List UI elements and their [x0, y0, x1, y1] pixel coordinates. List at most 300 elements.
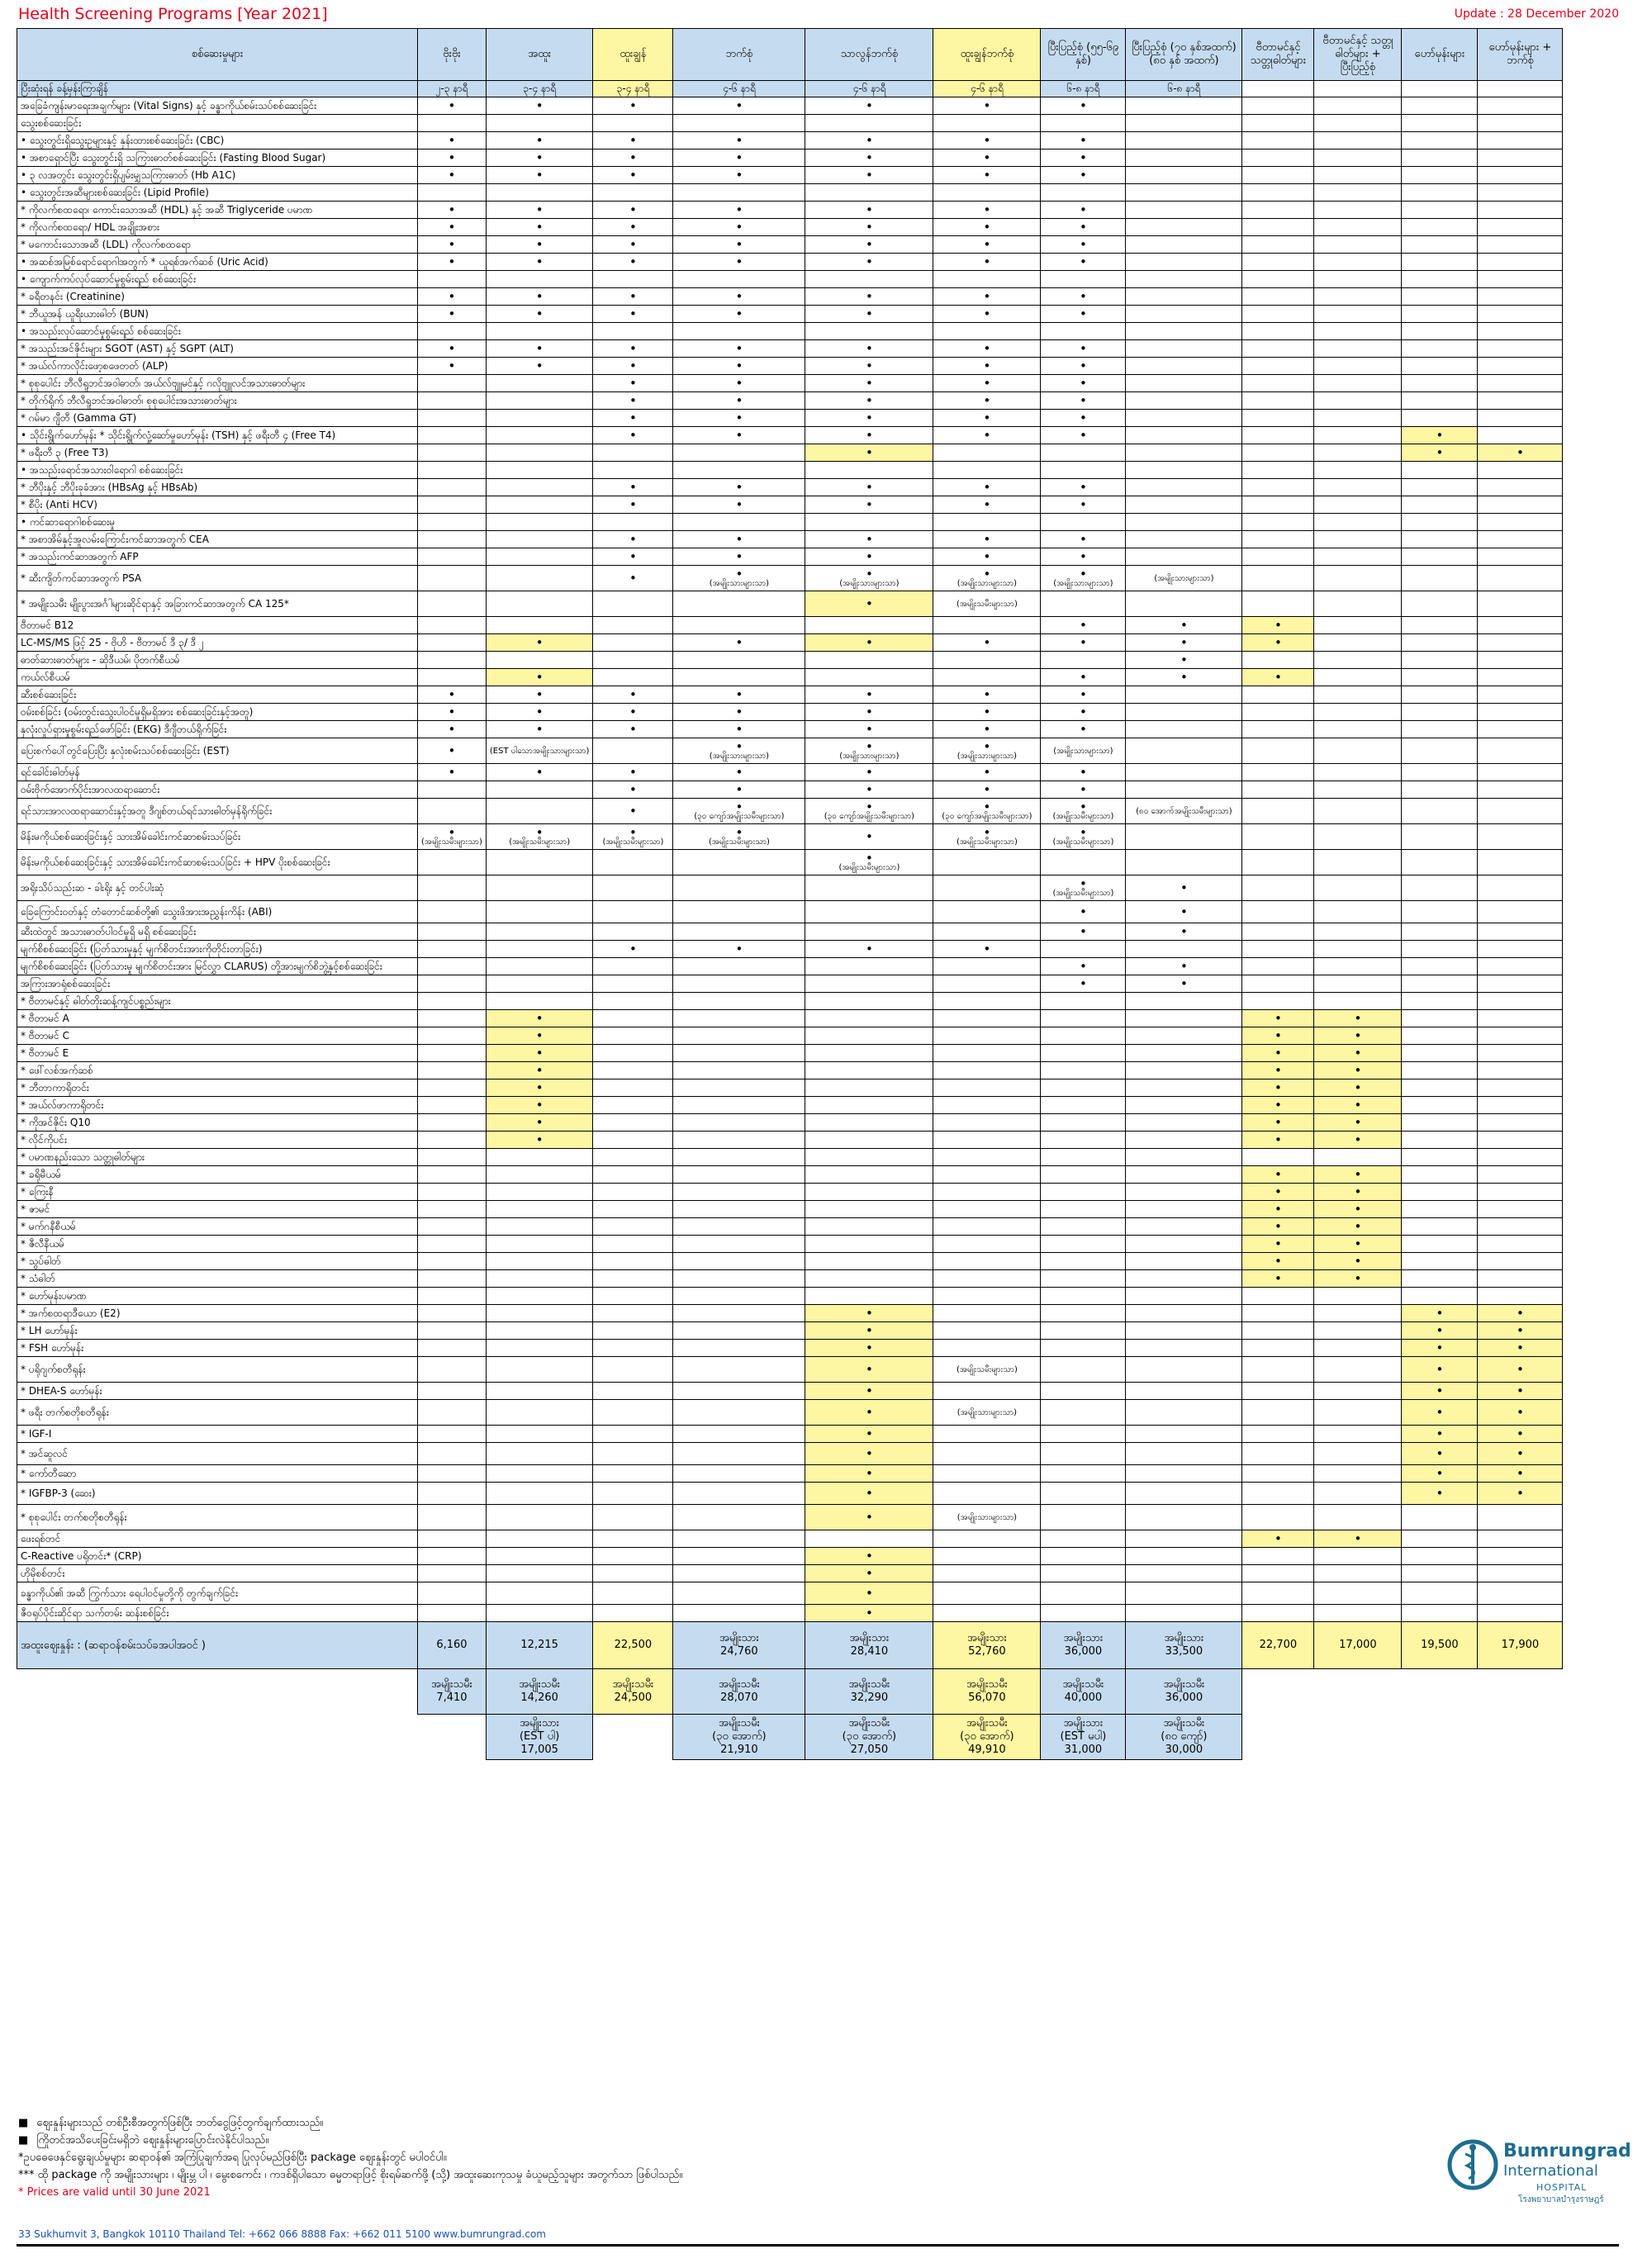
check-cell: [1242, 375, 1314, 392]
test-row: [17, 1114, 1563, 1132]
check-cell: [1242, 1027, 1314, 1045]
check-cell: [673, 1565, 805, 1582]
duration-cell: ၄-၆ နာရီ: [805, 81, 933, 97]
test-label: ရင်ခေါင်းဓါတ်မှန်: [17, 764, 418, 781]
check-cell: [673, 410, 805, 427]
check-cell: [1242, 669, 1314, 686]
eligibility-note: (အမျိုးသမီးများသာ): [956, 1364, 1018, 1374]
check-cell: [418, 410, 487, 427]
check-cell: [593, 1305, 673, 1322]
check-cell: [1242, 427, 1314, 444]
check-cell: [933, 799, 1041, 824]
included-dot-icon: •: [1180, 635, 1188, 650]
check-cell: [805, 1114, 933, 1132]
check-cell: [593, 1114, 673, 1132]
check-cell: [673, 1582, 805, 1605]
check-cell: [1041, 149, 1126, 167]
price-cell: [673, 1669, 805, 1715]
eligibility-note: (အမျိုးသားများသာ): [957, 751, 1018, 761]
check-cell: [1402, 1443, 1478, 1465]
check-cell: [593, 591, 673, 617]
test-label: • ၃ လအတွင်း သွေးတွင်းရှိပျမ်းမျှသကြားဓာတ် (Hb A1C): [17, 167, 418, 184]
check-cell: [486, 427, 593, 444]
check-cell: [418, 1305, 487, 1322]
included-dot-icon: •: [629, 942, 637, 956]
check-cell: [805, 1253, 933, 1270]
check-cell: [933, 617, 1041, 634]
spacer-cell: [593, 1715, 673, 1760]
test-label: ဇီဝရုပ်ပိုင်းဆိုင်ရာ သက်တမ်း ဆန်းစစ်ခြင်း: [17, 1605, 418, 1622]
caduceus-icon: [1447, 2139, 1498, 2190]
check-cell: [805, 340, 933, 358]
check-cell: [1314, 850, 1402, 875]
check-cell: [805, 167, 933, 184]
check-cell: [933, 738, 1041, 764]
price-cell: [1478, 1622, 1563, 1669]
check-cell: [418, 1340, 487, 1357]
check-cell: [1402, 721, 1478, 738]
check-cell: [1402, 1357, 1478, 1383]
logo-subname: International: [1503, 2162, 1598, 2180]
included-dot-icon: •: [1274, 1132, 1282, 1147]
check-cell: [486, 254, 593, 271]
check-cell: [418, 358, 487, 375]
check-cell: [1478, 1201, 1563, 1218]
included-dot-icon: •: [1516, 1446, 1524, 1461]
check-cell: [1314, 392, 1402, 410]
check-cell: [418, 824, 487, 850]
check-cell: [1126, 1253, 1242, 1270]
check-cell: [933, 1045, 1041, 1062]
price-cell: [486, 1669, 593, 1715]
check-cell: [1242, 875, 1314, 901]
check-cell: [418, 340, 487, 358]
check-cell: [673, 479, 805, 496]
screening-table: [17, 28, 1563, 1760]
included-dot-icon: •: [983, 480, 991, 495]
test-row: [17, 738, 1563, 764]
included-dot-icon: •: [1274, 1098, 1282, 1113]
check-cell: [418, 850, 487, 875]
check-cell: [1242, 149, 1314, 167]
check-cell: [933, 1027, 1041, 1045]
included-dot-icon: •: [1079, 782, 1087, 797]
check-cell: [673, 288, 805, 306]
check-cell: [1402, 340, 1478, 358]
check-cell: [673, 1548, 805, 1565]
check-cell: [1242, 1465, 1314, 1483]
check-cell: [673, 202, 805, 219]
check-cell: [486, 1288, 593, 1305]
check-cell: [1314, 115, 1402, 132]
check-cell: [1478, 875, 1563, 901]
check-cell: [673, 1218, 805, 1236]
check-cell: [593, 184, 673, 202]
check-cell: [1478, 462, 1563, 479]
eligibility-note: (အမျိုးသားများသာ): [957, 1407, 1018, 1417]
price-target: အမျိုးသား: [1063, 1632, 1104, 1644]
test-label: * DHEA-S ဟော်မုန်း: [17, 1383, 418, 1400]
check-cell: [1314, 202, 1402, 219]
included-dot-icon: •: [535, 341, 544, 356]
eligibility-note: (အမျိုးသမီးများသာ): [1052, 888, 1114, 898]
price-cell: [418, 1669, 487, 1715]
check-cell: [1242, 591, 1314, 617]
included-dot-icon: •: [1516, 1306, 1524, 1321]
check-cell: [933, 97, 1041, 115]
included-dot-icon: •: [448, 168, 456, 183]
check-cell: [1478, 1236, 1563, 1253]
check-cell: [1126, 1079, 1242, 1097]
check-cell: [593, 202, 673, 219]
check-cell: [1242, 958, 1314, 975]
check-cell: [1478, 721, 1563, 738]
check-cell: [1041, 1132, 1126, 1149]
duration-cell: [1478, 81, 1563, 97]
check-cell: [805, 548, 933, 566]
test-label: * ဇီလီနီယမ်: [17, 1236, 418, 1253]
test-row: [17, 1149, 1563, 1166]
check-cell: [1242, 410, 1314, 427]
check-cell: [933, 115, 1041, 132]
check-cell: [805, 1383, 933, 1400]
check-cell: [1041, 781, 1126, 799]
check-cell: [673, 1322, 805, 1340]
check-cell: [1402, 410, 1478, 427]
package-header: ဟော်မုန်းများ: [1402, 29, 1478, 81]
check-cell: [1126, 704, 1242, 721]
check-cell: [593, 548, 673, 566]
check-cell: [593, 97, 673, 115]
check-cell: [1478, 115, 1563, 132]
included-dot-icon: •: [1079, 566, 1087, 581]
included-dot-icon: •: [983, 635, 991, 650]
check-cell: [1126, 875, 1242, 901]
check-cell: [486, 132, 593, 149]
check-cell: [933, 375, 1041, 392]
check-cell: [486, 1184, 593, 1201]
check-cell: [486, 1010, 593, 1027]
check-cell: [1242, 97, 1314, 115]
included-dot-icon: •: [865, 289, 873, 304]
included-dot-icon: •: [865, 306, 873, 321]
check-cell: [593, 306, 673, 323]
check-cell: [805, 1270, 933, 1288]
check-cell: [1402, 496, 1478, 514]
included-dot-icon: •: [865, 1586, 873, 1601]
check-cell: [486, 444, 593, 462]
check-cell: [1478, 1565, 1563, 1582]
check-cell: [673, 219, 805, 236]
check-cell: [1402, 591, 1478, 617]
check-cell: [1126, 1505, 1242, 1530]
tests-header: စစ်ဆေးမှုများ: [17, 29, 418, 81]
check-cell: [933, 875, 1041, 901]
check-cell: [805, 358, 933, 375]
footnote-3: *ဥပဓေဖေနှင်ရွေးချယ်မှုများ ဆရာဝန်၏ အကြံပြုချက်အရ ပြုလုပ်မည်ဖြစ်ပြီး package စျေးနှုန်းတွင် မပါဝင်ပါ။: [18, 2152, 447, 2164]
check-cell: [805, 958, 933, 975]
check-cell: [418, 1201, 487, 1218]
check-cell: [1242, 1548, 1314, 1565]
included-dot-icon: •: [1274, 1046, 1282, 1060]
check-cell: [933, 462, 1041, 479]
test-label: ဖေးရစ်တင်: [17, 1530, 418, 1548]
check-cell: [1242, 132, 1314, 149]
check-cell: [593, 652, 673, 669]
check-cell: [1402, 634, 1478, 652]
check-cell: [1402, 531, 1478, 548]
check-cell: [486, 514, 593, 531]
price-target: အမျိုးသမီး: [966, 1717, 1008, 1729]
check-cell: [593, 1288, 673, 1305]
eligibility-note: (အမျိုးသမီးများသာ): [602, 837, 664, 847]
eligibility-note: (အမျိုးသမီးများသာ): [838, 862, 900, 872]
price-target: အမျိုးသား: [1164, 1632, 1204, 1644]
test-label: • သိုင်းရွိုက်ဟော်မုန်း * သိုင်းရွိုက်လှုံ့ဆော်မှုဟော်မုန်း (TSH) နှင့် ဖရီးတီ ၄ (Free T4): [17, 427, 418, 444]
check-cell: [1126, 634, 1242, 652]
included-dot-icon: •: [535, 1132, 544, 1147]
included-dot-icon: •: [865, 254, 873, 269]
check-cell: [418, 462, 487, 479]
check-cell: [673, 1483, 805, 1505]
check-cell: [1041, 1383, 1126, 1400]
check-cell: [1126, 410, 1242, 427]
check-cell: [805, 1201, 933, 1218]
included-dot-icon: •: [1354, 1202, 1362, 1217]
check-cell: [486, 236, 593, 254]
check-cell: [1126, 941, 1242, 958]
test-row: [17, 115, 1563, 132]
check-cell: [805, 1132, 933, 1149]
check-cell: [1126, 1400, 1242, 1426]
check-cell: [1242, 1530, 1314, 1548]
check-cell: [1314, 1340, 1402, 1357]
check-cell: [1041, 704, 1126, 721]
check-cell: [486, 975, 593, 993]
included-dot-icon: •: [535, 168, 544, 183]
check-cell: [593, 132, 673, 149]
test-label: * အယ်လ်ဖာကာရိုတင်း: [17, 1097, 418, 1114]
included-dot-icon: •: [1079, 532, 1087, 547]
check-cell: [1478, 306, 1563, 323]
check-cell: [1478, 1340, 1563, 1357]
check-cell: [673, 115, 805, 132]
included-dot-icon: •: [865, 1486, 873, 1501]
test-row: [17, 850, 1563, 875]
included-dot-icon: •: [983, 289, 991, 304]
price-cell: [593, 1669, 673, 1715]
check-cell: [1402, 1184, 1478, 1201]
included-dot-icon: •: [1274, 1236, 1282, 1251]
included-dot-icon: •: [1516, 1383, 1524, 1398]
included-dot-icon: •: [1079, 98, 1087, 113]
check-cell: [1314, 1166, 1402, 1184]
included-dot-icon: •: [983, 376, 991, 391]
test-label: * ကိုလက်စထရော/ HDL အချိုးအစား: [17, 219, 418, 236]
included-dot-icon: •: [1079, 306, 1087, 321]
eligibility-note: (အမျိုးသမီးများသာ): [956, 837, 1018, 847]
check-cell: [486, 1383, 593, 1400]
check-cell: [1478, 1443, 1563, 1465]
check-cell: [1478, 340, 1563, 358]
check-cell: [1314, 704, 1402, 721]
included-dot-icon: •: [1274, 1219, 1282, 1234]
test-label: ခန္ဓာကိုယ်၏ အဆီ ကြွက်သား ရေပါဝင်မှုတို့ကို တွက်ချက်ခြင်း: [17, 1582, 418, 1605]
price-value: 52,760: [968, 1645, 1006, 1658]
check-cell: [593, 824, 673, 850]
included-dot-icon: •: [735, 765, 743, 780]
price-value: 17,005: [520, 1744, 558, 1756]
check-cell: [1242, 444, 1314, 462]
test-label: * အသည်းအင်ဇိုင်းများ SGOT (AST) နှင့် SGPT (ALT): [17, 340, 418, 358]
check-cell: [1041, 236, 1126, 254]
check-cell: [1478, 850, 1563, 875]
check-cell: [593, 850, 673, 875]
check-cell: [1041, 652, 1126, 669]
check-cell: [673, 1166, 805, 1184]
check-cell: [593, 410, 673, 427]
check-cell: [486, 288, 593, 306]
check-cell: [486, 1426, 593, 1443]
included-dot-icon: •: [1079, 687, 1087, 702]
check-cell: [1242, 1426, 1314, 1443]
price-target: အမျိုးသမီး: [612, 1678, 654, 1691]
duration-cell: ၂-၃ နာရီ: [418, 81, 487, 97]
test-label: * အင်ဆူလင်: [17, 1443, 418, 1465]
check-cell: [1041, 1166, 1126, 1184]
price-condition: (၃၀ အောက်): [960, 1730, 1014, 1743]
test-row: [17, 1201, 1563, 1218]
included-dot-icon: •: [1180, 976, 1188, 991]
price-target: အမျိုးသမီး: [848, 1678, 890, 1691]
included-dot-icon: •: [983, 799, 991, 814]
spacer-cell: [1402, 1715, 1478, 1760]
check-cell: [805, 1483, 933, 1505]
duration-cell: ၃-၄ နာရီ: [593, 81, 673, 97]
check-cell: [673, 462, 805, 479]
check-cell: [1402, 850, 1478, 875]
check-cell: [593, 1605, 673, 1622]
included-dot-icon: •: [629, 782, 637, 797]
check-cell: [933, 1505, 1041, 1530]
included-dot-icon: •: [1436, 428, 1444, 443]
check-cell: [1314, 97, 1402, 115]
logo-name: Bumrungrad: [1503, 2141, 1631, 2161]
included-dot-icon: •: [735, 168, 743, 183]
check-cell: [1041, 323, 1126, 340]
test-row: [17, 975, 1563, 993]
bullet-icon: ■: [18, 2134, 29, 2147]
check-cell: [1314, 132, 1402, 149]
test-label: ဝမ်းဗိုက်အောက်ပိုင်းအာလထရာဆောင်း: [17, 781, 418, 799]
check-cell: [673, 1114, 805, 1132]
price-cell: [1041, 1622, 1126, 1669]
check-cell: [1402, 1132, 1478, 1149]
check-cell: [1314, 358, 1402, 375]
check-cell: [1314, 254, 1402, 271]
check-cell: [1314, 149, 1402, 167]
check-cell: [673, 444, 805, 462]
check-cell: [1478, 1305, 1563, 1322]
test-label: * စုစုပေါင်း ဘီလီရူဘင်အဝါဓာတ်၊ အယ်လ်ဗျူမင်နှင့် ဂလိုဗျူလင်အသားဓာတ်များ: [17, 375, 418, 392]
price-cell: [805, 1622, 933, 1669]
included-dot-icon: •: [1079, 410, 1087, 425]
check-cell: [805, 1027, 933, 1045]
price-value: 30,000: [1165, 1744, 1203, 1756]
check-cell: [1242, 704, 1314, 721]
check-cell: [1402, 306, 1478, 323]
test-label: ဗီတာမင် B12: [17, 617, 418, 634]
price-cell: [1314, 1622, 1402, 1669]
check-cell: [486, 1253, 593, 1270]
included-dot-icon: •: [865, 1306, 873, 1321]
check-cell: [593, 254, 673, 271]
check-cell: [1314, 496, 1402, 514]
check-cell: [418, 97, 487, 115]
included-dot-icon: •: [535, 1080, 544, 1095]
check-cell: [1314, 1505, 1402, 1530]
check-cell: [1041, 738, 1126, 764]
included-dot-icon: •: [865, 341, 873, 356]
included-dot-icon: •: [735, 254, 743, 269]
check-cell: [1478, 1288, 1563, 1305]
check-cell: [1402, 566, 1478, 591]
check-cell: [805, 686, 933, 704]
check-cell: [593, 115, 673, 132]
included-dot-icon: •: [629, 237, 637, 252]
check-cell: [1242, 1483, 1314, 1505]
check-cell: [1041, 1322, 1126, 1340]
check-cell: [593, 1565, 673, 1582]
included-dot-icon: •: [629, 358, 637, 373]
included-dot-icon: •: [983, 428, 991, 443]
check-cell: [593, 479, 673, 496]
test-label: အခြေခံကျန်းမာရေးအချက်များ (Vital Signs) နှင့် ခန္ဓာကိုယ်စမ်းသပ်စစ်ဆေးခြင်း: [17, 97, 418, 115]
check-cell: [1314, 1465, 1402, 1483]
check-cell: [1314, 1079, 1402, 1097]
check-cell: [418, 548, 487, 566]
check-cell: [1126, 1184, 1242, 1201]
check-cell: [593, 531, 673, 548]
check-cell: [418, 617, 487, 634]
check-cell: [1126, 617, 1242, 634]
included-dot-icon: •: [535, 1011, 544, 1026]
check-cell: [1314, 514, 1402, 531]
included-dot-icon: •: [1079, 959, 1087, 974]
check-cell: [1242, 781, 1314, 799]
check-cell: [1314, 375, 1402, 392]
price-value: 32,290: [850, 1691, 889, 1704]
check-cell: [1126, 167, 1242, 184]
check-cell: [805, 1565, 933, 1582]
check-cell: [1478, 167, 1563, 184]
check-cell: [805, 1288, 933, 1305]
included-dot-icon: •: [1079, 705, 1087, 719]
included-dot-icon: •: [865, 1362, 873, 1377]
test-label: အရိုးသိပ်သည်းဆ - ခါးရိုး နှင့် တင်ပါးဆုံ: [17, 875, 418, 901]
check-cell: [1478, 1218, 1563, 1236]
check-cell: [1242, 1149, 1314, 1166]
check-cell: [486, 591, 593, 617]
package-header: ဘက်စုံ: [673, 29, 805, 81]
check-cell: [1242, 975, 1314, 993]
test-row: [17, 254, 1563, 271]
check-cell: [673, 1010, 805, 1027]
check-cell: [1242, 1340, 1314, 1357]
check-cell: [1041, 184, 1126, 202]
included-dot-icon: •: [1180, 880, 1188, 895]
check-cell: [1478, 686, 1563, 704]
